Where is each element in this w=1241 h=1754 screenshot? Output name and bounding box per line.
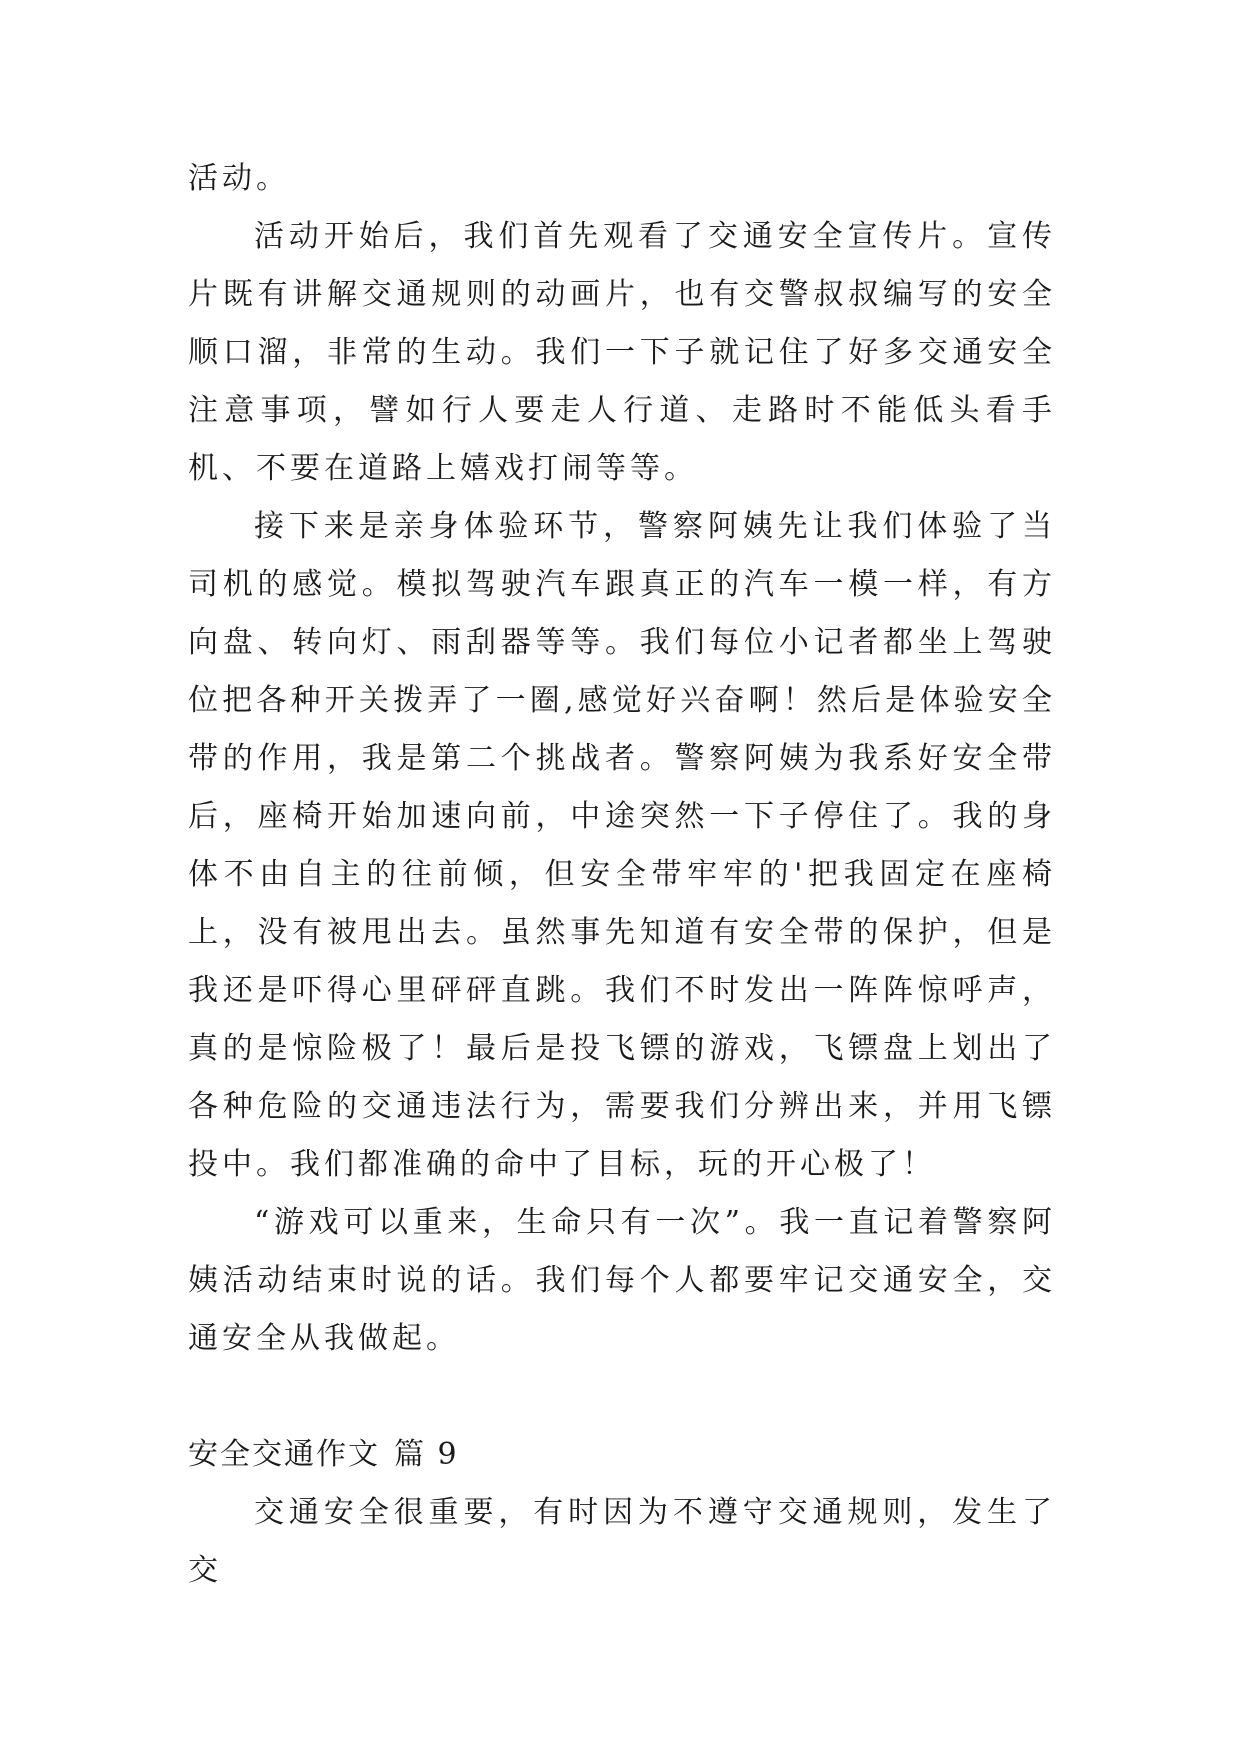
paragraph-4: “游戏可以重来，生命只有一次”。我一直记着警察阿姨活动结束时说的话。我们每个人都要牢记交通安全，交通安全从我做起。 (188, 1205, 1056, 1356)
paragraph-1: 活动。 (188, 161, 290, 196)
section-title: 安全交通作文 (188, 1437, 380, 1472)
paragraph-3: 接下来是亲身体验环节，警察阿姨先让我们体验了当司机的感觉。模拟驾驶汽车跟真正的汽车一模一样，有方向盘、转向灯、雨刮器等等。我们每位小记者都坐上驾驶位把各种开关拨弄了一圈,感觉好兴奋啊！然后是体验安全带的作用，我是第二个挑战者。警察阿姨为我系好安全带后，座椅开始加速向前，中途突然一下子停住了。我的身体不由自主的往前倾，但安全带牢牢的'把我固定在座椅上，没有被甩出去。虽然事先知道有安全带的保护，但是我还是吓得心里砰砰直跳。我们不时发出一阵阵惊呼声，真的是惊险极了！最后是投飞镖的游戏，飞镖盘上划出了各种危险的交通违法行为，需要我们分辨出来，并用飞镖投中。我们都准确的命中了目标，玩的开心极了！ (188, 509, 1056, 1182)
section-heading (188, 1426, 1056, 1484)
paragraph-2: 活动开始后，我们首先观看了交通安全宣传片。宣传片既有讲解交通规则的动画片，也有交警叔叔编写的安全顺口溜，非常的生动。我们一下子就记住了好多交通安全注意事项，譬如行人要走人行道、走路时不能低头看手机、不要在道路上嬉戏打闹等等。 (188, 219, 1056, 486)
paragraph-5: 交通安全很重要，有时因为不遵守交通规则，发生了交 (188, 1495, 1056, 1588)
section-number: 篇 9 (394, 1437, 459, 1472)
section-spacer (188, 1368, 1056, 1426)
document-page (188, 150, 1056, 1600)
